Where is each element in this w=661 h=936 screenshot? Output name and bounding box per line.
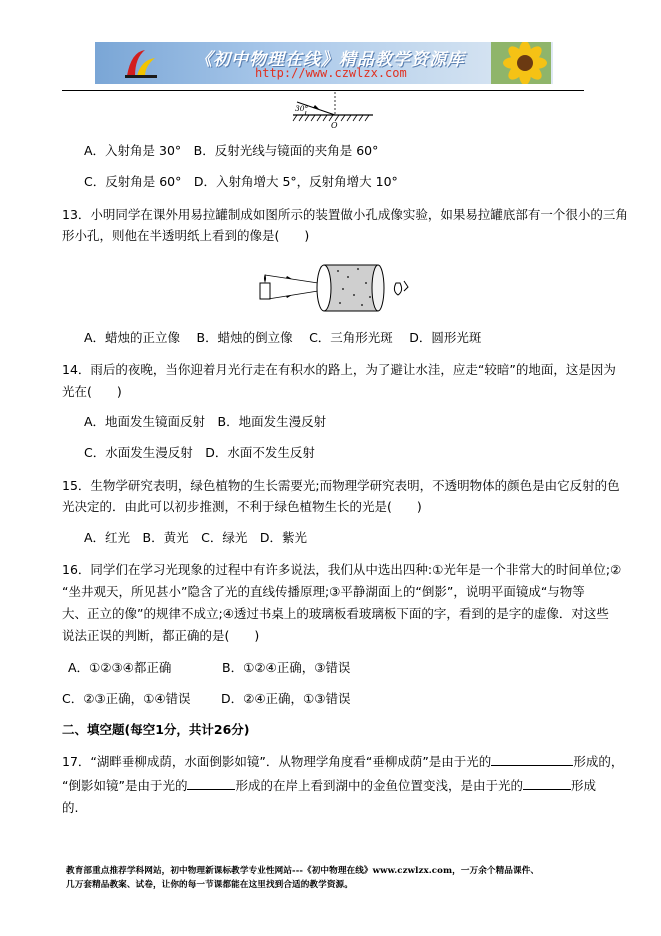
q16-stem-line1: 16．同学们在学习光现象的过程中有许多说法，我们从中选出四种:①光年是一个非常大的时间单位;②: [62, 562, 622, 577]
q13-options: A．蜡烛的正立像 B．蜡烛的倒立像 C．三角形光斑 D．圆形光斑: [84, 330, 482, 345]
footer-line2: 几万套精品教案、试卷，让你的每一节课都能在这里找到合适的教学资源。: [66, 880, 353, 890]
q17-line2-text-a: “倒影如镜”是由于光的: [62, 778, 188, 793]
q12-options-ab: A．入射角是 30° B．反射光线与镜面的夹角是 60°: [84, 143, 379, 158]
q16-stem-line4: 说法正误的判断，都正确的是( ): [62, 628, 260, 643]
header-url[interactable]: http://www.czwlzx.com: [255, 66, 407, 80]
point-o-label: O: [331, 121, 338, 130]
header-banner: [95, 42, 553, 84]
q17-blank-2[interactable]: [187, 777, 235, 790]
q14-stem-line1: 14．雨后的夜晚，当你迎着月光行走在有积水的路上，为了避让水洼，应走“较暗”的地面，这是因为: [62, 362, 616, 377]
q17-line2-text-b: 形成的: [235, 778, 273, 793]
q17-line1-text-b: 形成的，: [573, 754, 624, 769]
q15-stem-line2: 光决定的．由此可以初步推测，不利于绿色植物生长的光是( ): [62, 499, 422, 514]
sunflower-icon: [491, 42, 551, 84]
q13-stem-line1: 13．小明同学在课外用易拉罐制成如图所示的装置做小孔成像实验，如果易拉罐底部有一个很小的三角: [62, 207, 628, 222]
site-logo-icon: [123, 48, 159, 80]
q17-line1-text-a: 17．“湖畔垂柳成荫，水面倒影如镜”．从物理学角度看“垂柳成荫”是由于光的: [62, 754, 492, 769]
q16-stem-line2: “坐井观天，所见甚小”隐含了光的直线传播原理;③平静湖面上的“倒影”，说明平面镜成“与物等: [62, 584, 585, 599]
pinhole-camera-diagram: [258, 261, 413, 317]
q17-line2-text-c: 在岸上看到湖中的金鱼位置变浅，是由于光的: [272, 778, 523, 793]
section2-heading: 二、填空题(每空1分，共计26分): [62, 722, 250, 737]
q16-option-a: A．①②③④都正确: [68, 660, 172, 675]
q17-blank-1[interactable]: [491, 753, 573, 766]
mirror-reflection-diagram: [283, 92, 378, 130]
q14-options-cd: C．水面发生漫反射 D．水面不发生反射: [84, 445, 315, 460]
q17-line1: [62, 753, 623, 770]
q14-stem-line2: 光在( ): [62, 384, 122, 399]
header-title: 《初中物理在线》精品教学资源库: [195, 50, 465, 70]
angle-label: 30°: [295, 104, 309, 113]
q17-line3: 的.: [62, 800, 79, 815]
q16-option-b: B．①②④正确，③错误: [222, 660, 351, 675]
q13-stem-line2: 形小孔，则他在半透明纸上看到的像是( ): [62, 228, 310, 243]
header-rule: [62, 90, 584, 91]
footer-line1: 教育部重点推荐学科网站，初中物理新课标教学专业性网站---《初中物理在线》www.czwlzx.com，一万余个精品课件、: [66, 866, 540, 876]
q15-options: A．红光 B．黄光 C．绿光 D．紫光: [84, 530, 307, 545]
q17-blank-3[interactable]: [523, 777, 571, 790]
q15-stem-line1: 15．生物学研究表明，绿色植物的生长需要光;而物理学研究表明，不透明物体的颜色是由它反射的色: [62, 478, 620, 493]
q16-option-c: C．②③正确，①④错误: [62, 691, 191, 706]
q14-options-ab: A．地面发生镜面反射 B．地面发生漫反射: [84, 414, 327, 429]
q16-option-d: D．②④正确，①③错误: [221, 691, 351, 706]
q12-options-cd: C．反射角是 60° D．入射角增大 5°，反射角增大 10°: [84, 174, 398, 189]
q16-stem-line3: 大、正立的像”的规律不成立;④透过书桌上的玻璃板看玻璃板下面的字，看到的是字的虚像．对这些: [62, 606, 609, 621]
q17-line2: [62, 777, 596, 794]
q17-line2-text-d: 形成: [570, 778, 596, 793]
